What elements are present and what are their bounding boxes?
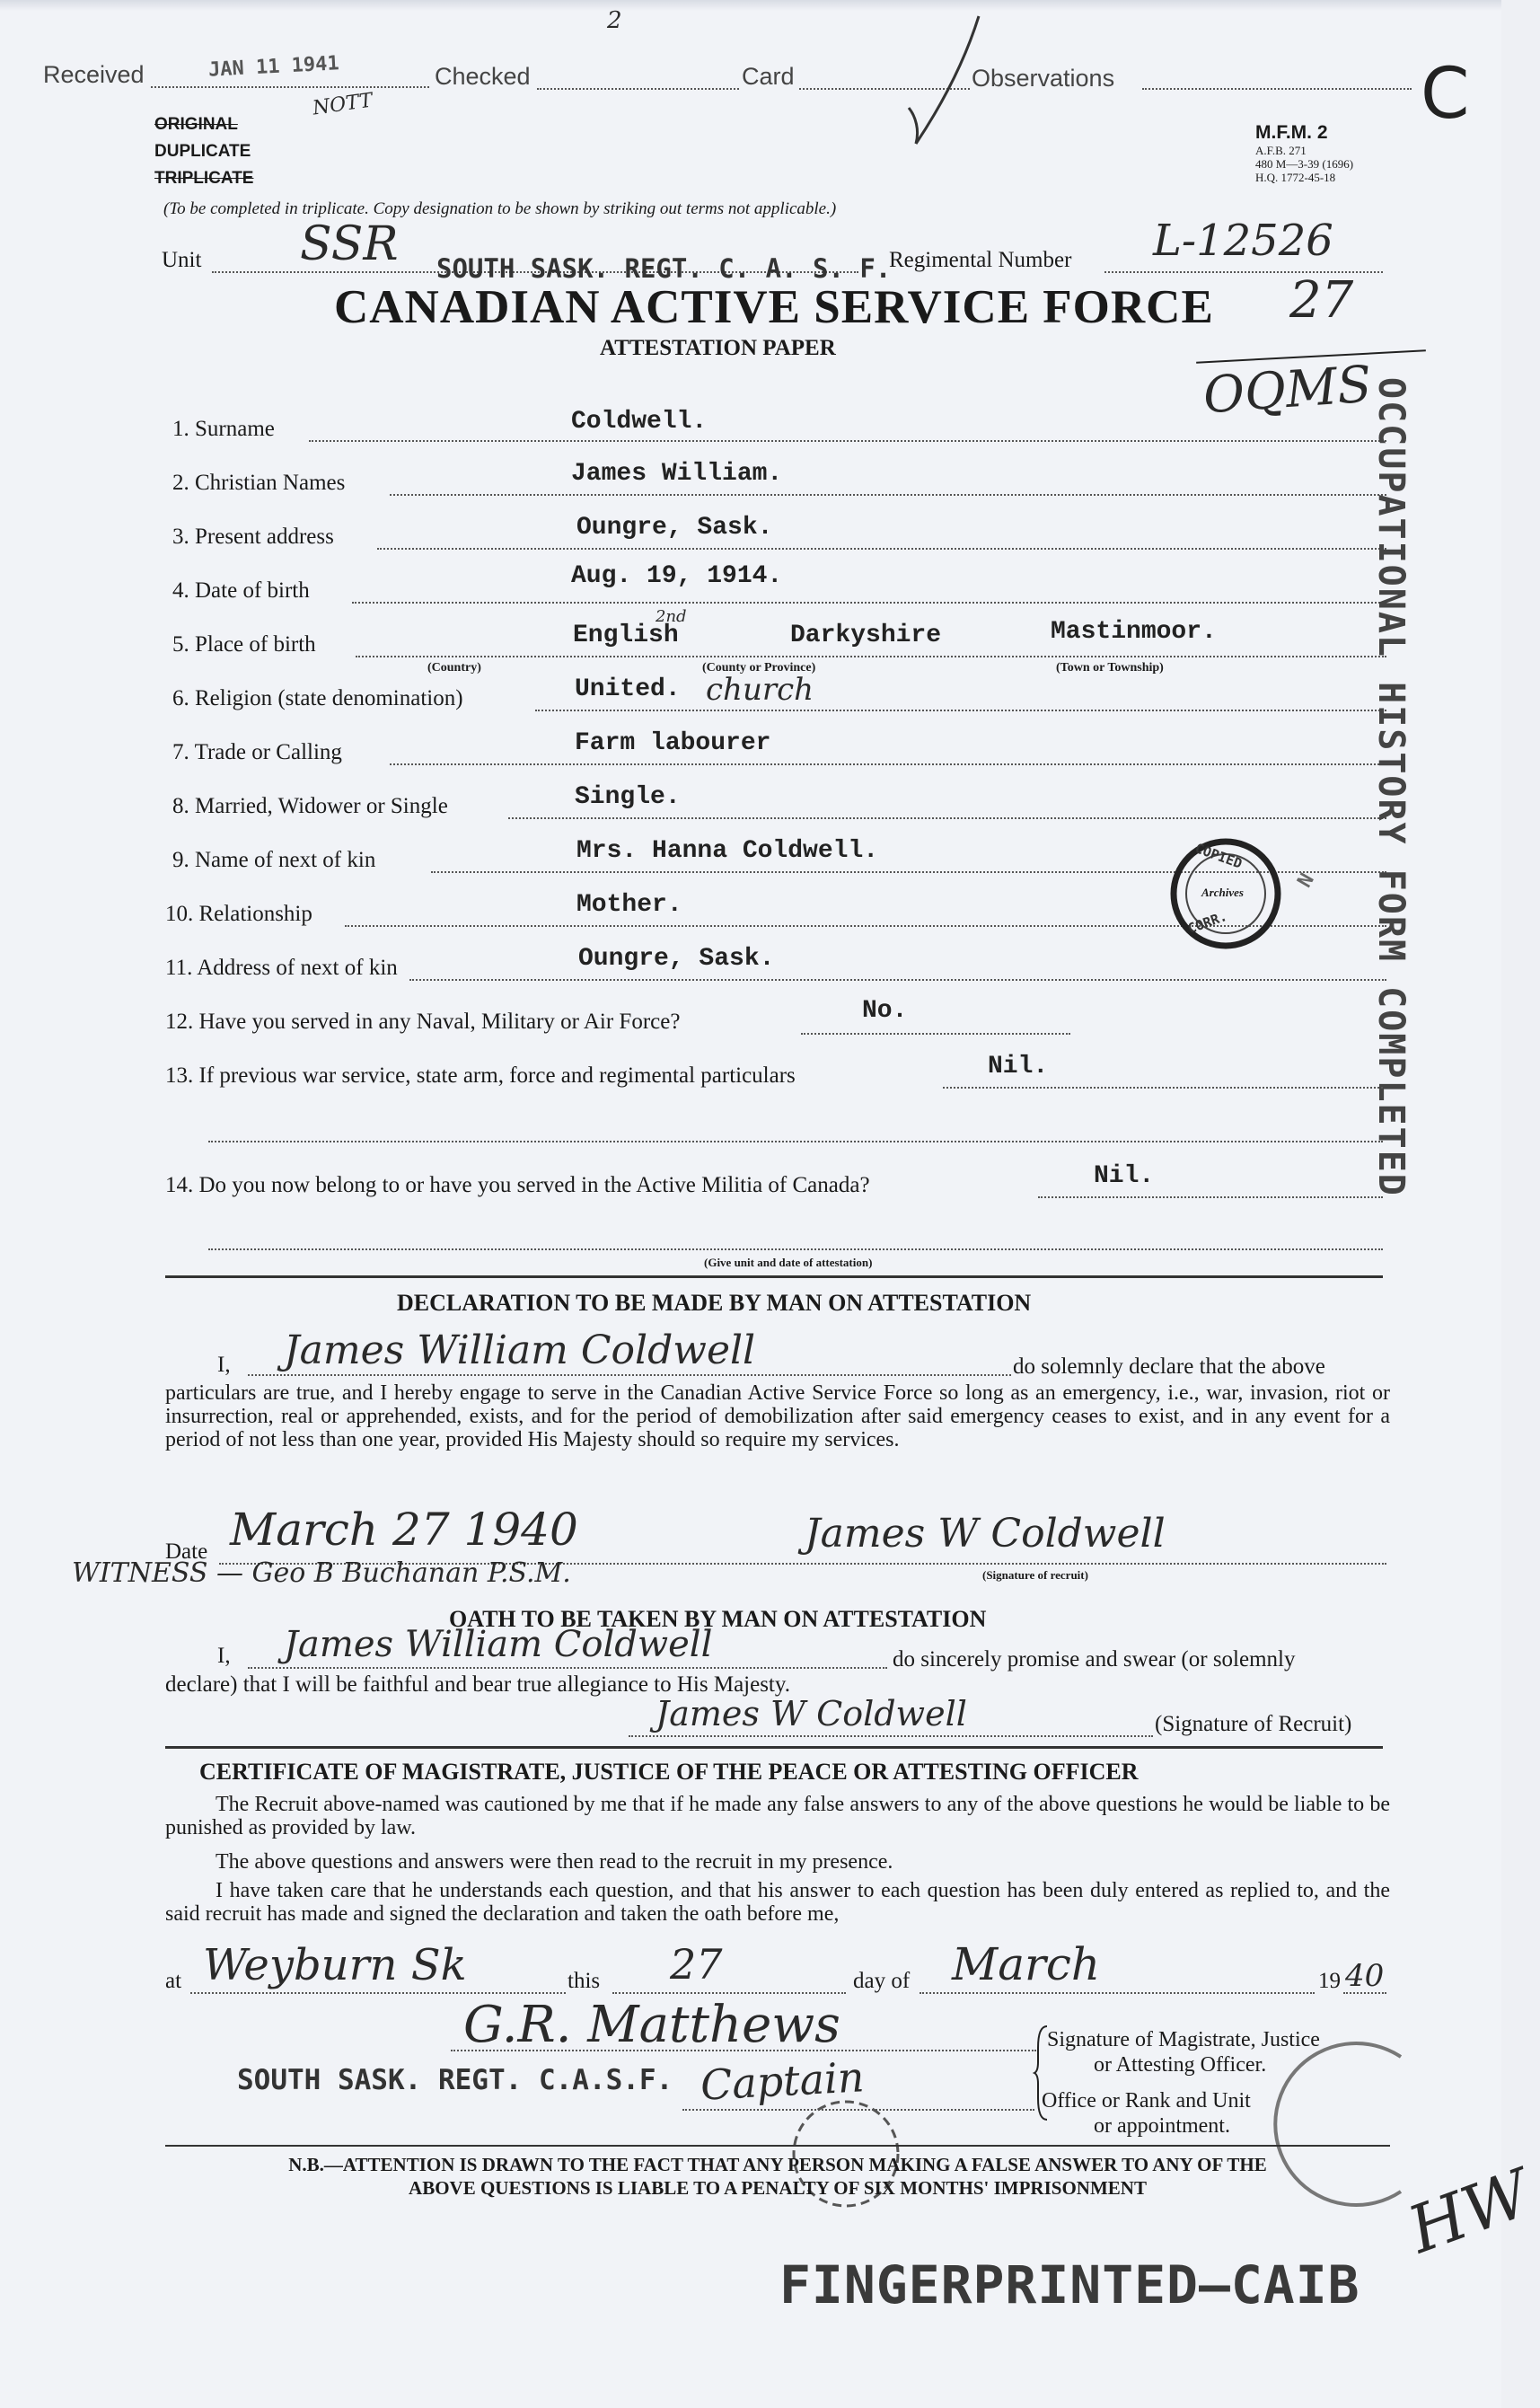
fingerprinted-stamp: FINGERPRINTED—CAIB bbox=[779, 2254, 1360, 2315]
field-13-line bbox=[943, 1087, 1383, 1089]
field-5-line bbox=[356, 656, 1386, 657]
rank-hand: Captain bbox=[699, 2052, 866, 2110]
field-10-value: Mother. bbox=[576, 891, 682, 919]
declaration-text-tail: do solemnly declare that the above bbox=[1013, 1354, 1325, 1379]
field-13-value: Nil. bbox=[988, 1053, 1049, 1081]
stamp-copied: COPIED bbox=[1192, 840, 1245, 872]
field-8-line bbox=[508, 817, 1386, 819]
field-12: 12. Have you served in any Naval, Military or Air Force? bbox=[165, 1010, 681, 1034]
received-note: NOTT bbox=[311, 89, 374, 120]
observations-label: Observations bbox=[972, 65, 1115, 92]
birth-country: English bbox=[573, 622, 679, 649]
certificate-p1: The Recruit above-named was cautioned by me that if he made any false answers to any of the above questions he would be liable to be punished as provided by law. bbox=[165, 1793, 1390, 1839]
regimental-number-label: Regimental Number bbox=[889, 248, 1072, 272]
cert-day-line bbox=[612, 1992, 846, 1994]
cert-month-hand: March bbox=[952, 1938, 1101, 1990]
field-6-line bbox=[535, 710, 1386, 711]
field-13-line-2 bbox=[208, 1141, 1383, 1142]
observations-line bbox=[1142, 88, 1412, 90]
form-refs bbox=[1255, 144, 1353, 184]
section-divider-1 bbox=[165, 1275, 1383, 1278]
copy-duplicate: DUPLICATE bbox=[154, 142, 251, 161]
card-label: Card bbox=[742, 63, 795, 90]
received-date-stamp: JAN 11 1941 bbox=[207, 52, 340, 82]
field-4: 4. Date of birth bbox=[172, 578, 310, 603]
received-line bbox=[151, 86, 429, 88]
oath-signature-hand: James W Coldwell bbox=[656, 1694, 967, 1733]
declaration-text: particulars are true, and I hereby engage to serve in the Canadian Active Service Force so long as an emergency, i.e., war, invasion, riot or insurrection, real or apprehended, exists, and for the period of demobilization after said emergency ceases to exist, and in any event for a period of not less than one year, provided His Majesty should so require my services. bbox=[165, 1381, 1390, 1451]
stamp-corr: CORR. bbox=[1185, 907, 1229, 938]
rank-caption-1: Office or Rank and Unit bbox=[1042, 2089, 1251, 2113]
stamp-archives: Archives bbox=[1201, 886, 1244, 899]
magistrate-caption-2: or Attesting Officer. bbox=[1094, 2053, 1267, 2077]
side-stamp: OCCUPATIONAL HISTORY FORM COMPLETED bbox=[1370, 377, 1412, 1197]
field-10: 10. Relationship bbox=[165, 902, 312, 926]
page-edge bbox=[0, 0, 1501, 11]
field-3-line bbox=[377, 548, 1386, 550]
form-ref-2: 480 M—3-39 (1696) bbox=[1255, 157, 1354, 171]
certificate-p3: I have taken care that he understands each question, and that his answer to each question has been duly entered as replied to, and the said recruit has made and signed the declaration and taken the oath before me, bbox=[165, 1879, 1390, 1926]
form-code: M.F.M. 2 bbox=[1255, 122, 1328, 143]
field-2-line bbox=[390, 494, 1386, 496]
cert-year-prefix: 19 bbox=[1318, 1969, 1341, 1993]
cert-at-line bbox=[190, 1992, 566, 1994]
hand-note-oqms: OQMS bbox=[1201, 355, 1374, 426]
field-14: 14. Do you now belong to or have you served in the Active Militia of Canada? bbox=[165, 1173, 870, 1197]
field-2: 2. Christian Names bbox=[172, 471, 346, 495]
certificate-p2: The above questions and answers were then read to the recruit in my presence. bbox=[216, 1850, 893, 1874]
field-1-line bbox=[309, 440, 1386, 442]
field-8: 8. Married, Widower or Single bbox=[172, 794, 448, 818]
unit-stamp: SOUTH SASK. REGT. C. A. S. F. bbox=[436, 253, 892, 284]
field-3-value: Oungre, Sask. bbox=[576, 514, 773, 542]
unit-label: Unit bbox=[162, 248, 202, 272]
field-11-value: Oungre, Sask. bbox=[578, 945, 775, 973]
field-14-line bbox=[1038, 1196, 1383, 1198]
form-ref-3: H.Q. 1772-45-18 bbox=[1255, 171, 1336, 184]
field-14-line-2 bbox=[208, 1248, 1383, 1250]
cert-this-label: this bbox=[568, 1969, 601, 1993]
copy-instruction: (To be completed in triplicate. Copy designation to be shown by striking out terms not applicable.) bbox=[163, 199, 837, 218]
form-ref-1: A.F.B. 271 bbox=[1255, 144, 1307, 157]
cert-at-hand: Weyburn Sk bbox=[203, 1940, 467, 1990]
section-divider-2 bbox=[165, 1746, 1383, 1749]
birth-country-caption: (Country) bbox=[427, 661, 481, 675]
field-13: 13. If previous war service, state arm, force and regimental particulars bbox=[165, 1063, 796, 1088]
field-9: 9. Name of next of kin bbox=[172, 848, 376, 872]
hand-note-27: 27 bbox=[1289, 271, 1354, 330]
field-7: 7. Trade or Calling bbox=[172, 740, 342, 764]
field-12-value: No. bbox=[862, 997, 908, 1025]
top-mark: 2 bbox=[607, 7, 622, 34]
received-label: Received bbox=[43, 61, 145, 88]
cert-month-line bbox=[920, 1992, 1315, 1994]
copy-original: ORIGINAL bbox=[154, 115, 238, 134]
oath-name-hand: James William Coldwell bbox=[284, 1624, 713, 1665]
oath-text-2: declare) that I will be faithful and bear true allegiance to His Majesty. bbox=[165, 1672, 791, 1697]
checked-label: Checked bbox=[435, 63, 531, 90]
stamp-mark: N bbox=[1293, 869, 1319, 892]
witness-hand: WITNESS — Geo B Buchanan P.S.M. bbox=[72, 1557, 571, 1589]
form-title: CANADIAN ACTIVE SERVICE FORCE bbox=[334, 281, 1214, 333]
declaration-signature-caption: (Signature of recruit) bbox=[982, 1568, 1088, 1582]
certificate-heading: CERTIFICATE OF MAGISTRATE, JUSTICE OF THE PEACE OR ATTESTING OFFICER bbox=[199, 1759, 1139, 1785]
regimental-number-value: L-12526 bbox=[1153, 216, 1333, 266]
field-2-value: James William. bbox=[571, 460, 783, 488]
field-4-line bbox=[352, 602, 1386, 604]
corner-letter: C bbox=[1421, 54, 1470, 135]
declaration-name-hand: James William Coldwell bbox=[284, 1327, 756, 1373]
declaration-heading: DECLARATION TO BE MADE BY MAN ON ATTESTATION bbox=[397, 1290, 1032, 1316]
checked-line bbox=[537, 88, 739, 90]
declaration-date-label: Date bbox=[165, 1539, 208, 1564]
field-3: 3. Present address bbox=[172, 525, 334, 549]
field-5: 5. Place of birth bbox=[172, 632, 316, 657]
cert-day-of-label: day of bbox=[853, 1969, 911, 1993]
cert-year-hand: 40 bbox=[1345, 1958, 1385, 1994]
magistrate-caption-1: Signature of Magistrate, Justice bbox=[1047, 2028, 1320, 2051]
field-7-value: Farm labourer bbox=[575, 729, 771, 757]
magistrate-signature-hand: G.R. Matthews bbox=[463, 1996, 840, 2054]
field-6: 6. Religion (state denomination) bbox=[172, 686, 463, 710]
field-6-value: United. bbox=[575, 675, 681, 703]
oath-text-tail: do sincerely promise and swear (or solemnly bbox=[893, 1647, 1296, 1671]
field-9-value: Mrs. Hanna Coldwell. bbox=[576, 837, 879, 865]
footer-notice-2: ABOVE QUESTIONS IS LIABLE TO A PENALTY OF SIX MONTHS' IMPRISONMENT bbox=[409, 2177, 1147, 2199]
copy-triplicate: TRIPLICATE bbox=[154, 169, 254, 188]
birth-town-caption: (Town or Township) bbox=[1056, 661, 1164, 675]
field-8-value: Single. bbox=[575, 783, 681, 811]
oath-signature-line bbox=[629, 1735, 1153, 1737]
field-14-value: Nil. bbox=[1094, 1162, 1155, 1190]
cert-at-label: at bbox=[165, 1969, 182, 1993]
birth-county-caption: (County or Province) bbox=[702, 661, 816, 675]
birth-country-note: 2nd bbox=[656, 607, 687, 626]
field-1-value: Coldwell. bbox=[571, 408, 708, 436]
declaration-name-line bbox=[248, 1374, 1011, 1376]
field-1: 1. Surname bbox=[172, 417, 275, 441]
field-7-line bbox=[390, 763, 1386, 765]
footer-notice-1: N.B.—ATTENTION IS DRAWN TO THE FACT THAT ANY PERSON MAKING A FALSE ANSWER TO ANY OF THE bbox=[288, 2154, 1267, 2175]
declaration-date-hand: March 27 1940 bbox=[230, 1504, 578, 1556]
field-4-value: Aug. 19, 1914. bbox=[571, 562, 783, 590]
field-11: 11. Address of next of kin bbox=[165, 956, 398, 980]
cert-day-hand: 27 bbox=[670, 1940, 723, 1989]
birth-county: Darkyshire bbox=[790, 622, 942, 649]
field-12-line bbox=[801, 1033, 1070, 1035]
unit-hand: SSR bbox=[300, 217, 399, 271]
declaration-i: I, bbox=[217, 1353, 231, 1377]
birth-town: Mastinmoor. bbox=[1051, 618, 1217, 646]
declaration-signature-hand: James W Coldwell bbox=[805, 1511, 1166, 1557]
oath-name-line bbox=[248, 1667, 887, 1669]
form-subtitle: ATTESTATION PAPER bbox=[600, 336, 836, 360]
footer-rule bbox=[165, 2145, 1390, 2147]
check-mark-stroke bbox=[889, 9, 997, 153]
oath-signature-caption: (Signature of Recruit) bbox=[1155, 1712, 1352, 1736]
officer-unit-stamp: SOUTH SASK. REGT. C.A.S.F. bbox=[237, 2064, 673, 2096]
militia-caption: (Give unit and date of attestation) bbox=[704, 1256, 873, 1269]
oath-i: I, bbox=[217, 1644, 231, 1668]
field-6-value-hand: church bbox=[706, 672, 814, 708]
oath-heading: OATH TO BE TAKEN BY MAN ON ATTESTATION bbox=[449, 1606, 987, 1632]
field-11-line bbox=[409, 979, 1386, 981]
corner-hand: HW bbox=[1398, 2155, 1540, 2268]
rank-caption-2: or appointment. bbox=[1094, 2114, 1230, 2138]
